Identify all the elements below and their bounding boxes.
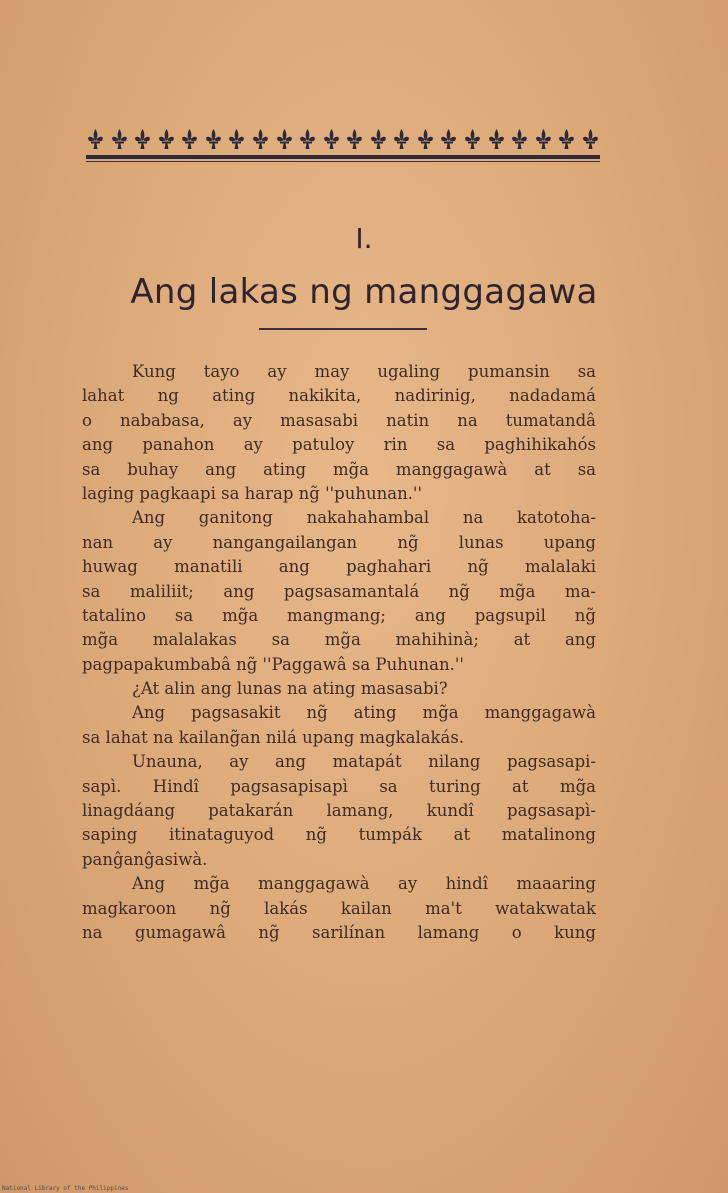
fleur-de-lis-icon <box>345 128 364 150</box>
fleur-de-lis-icon <box>463 128 482 150</box>
fleur-de-lis-icon <box>275 128 294 150</box>
text-line: laging pagkaapi sa harap ng̃ ''puhunan.'' <box>82 483 423 503</box>
text-line: ¿At alin ang lunas na ating masasabi? <box>132 679 448 699</box>
text-line: sapì. Hindî pagsasapisapì sa turing at mg̃a <box>82 776 596 796</box>
text-line: nan ay nangangailangan ng̃ lunas upang <box>82 532 596 552</box>
fleur-de-lis-icon <box>416 128 435 150</box>
fleur-de-lis-icon <box>510 128 529 150</box>
fleur-de-lis-icon <box>251 128 270 150</box>
fleuron-row <box>86 124 600 154</box>
text-line: lahat ng ating nakikita, nadirinig, nadadamá <box>82 386 596 406</box>
text-line: Unauna, ay ang matapát nilang pagsasapi- <box>132 752 596 772</box>
text-line: sa buhay ang ating mg̃a manggagawà at sa <box>82 459 596 479</box>
text-line: tatalino sa mg̃a mangmang; ang pagsupil ng̃ <box>82 605 596 625</box>
text-line: panĝanĝasiwà. <box>82 849 208 869</box>
body-text <box>82 360 596 945</box>
fleur-de-lis-icon <box>298 128 317 150</box>
fleur-de-lis-icon <box>534 128 553 150</box>
fleur-de-lis-icon <box>439 128 458 150</box>
text-line: ang panahon ay patuloy rin sa paghihikahós <box>82 435 596 455</box>
fleur-de-lis-icon <box>557 128 576 150</box>
fleur-de-lis-icon <box>157 128 176 150</box>
text-line: huwag manatili ang paghahari ng̃ malalaki <box>82 557 596 577</box>
fleur-de-lis-icon <box>133 128 152 150</box>
text-line: magkaroon ng̃ lakás kailan ma't watakwatak <box>82 898 596 918</box>
text-line: Ang pagsasakit ng̃ ating mg̃a manggagawà <box>132 703 596 723</box>
title-underline-rule <box>259 328 427 330</box>
fleur-de-lis-icon <box>110 128 129 150</box>
text-line: Kung tayo ay may ugaling pumansin sa <box>132 362 596 381</box>
text-line: na gumagawâ ng̃ sarilínan lamang o kung <box>82 922 596 942</box>
header-ornament-band <box>86 124 600 164</box>
text-line: o nababasa, ay masasabi natin na tumatandâ <box>82 410 596 430</box>
header-rule-thin <box>86 161 600 162</box>
text-line: mg̃a malalakas sa mg̃a mahihinà; at ang <box>82 630 596 650</box>
header-rule-thick <box>86 155 600 159</box>
text-line: pagpapakumbabâ ng̃ ''Paggawâ sa Puhunan.'' <box>82 654 464 674</box>
fleur-de-lis-icon <box>322 128 341 150</box>
text-line: saping itinataguyod ng̃ tumpák at matalinong <box>82 825 596 845</box>
fleur-de-lis-icon <box>369 128 388 150</box>
text-line: Ang mg̃a manggagawà ay hindî maaaring <box>132 874 596 894</box>
chapter-number: I. <box>355 222 373 255</box>
library-credit: National Library of the Philippines <box>2 1185 129 1192</box>
fleur-de-lis-icon <box>581 128 600 150</box>
chapter-title: Ang lakas ng manggagawa <box>130 272 598 312</box>
fleur-de-lis-icon <box>204 128 223 150</box>
text-line: Ang ganitong nakahahambal na katotoha- <box>132 508 596 528</box>
fleur-de-lis-icon <box>487 128 506 150</box>
fleur-de-lis-icon <box>392 128 411 150</box>
text-line: linagdáang patakarán lamang, kundî pagsasapì- <box>82 801 596 821</box>
fleur-de-lis-icon <box>180 128 199 150</box>
text-line: sa lahat na kailang̃an nilá upang magkalakás. <box>82 727 465 747</box>
fleur-de-lis-icon <box>227 128 246 150</box>
text-line: sa maliliit; ang pagsasamantalá ng̃ mg̃a ma- <box>82 581 596 601</box>
fleur-de-lis-icon <box>86 128 105 150</box>
